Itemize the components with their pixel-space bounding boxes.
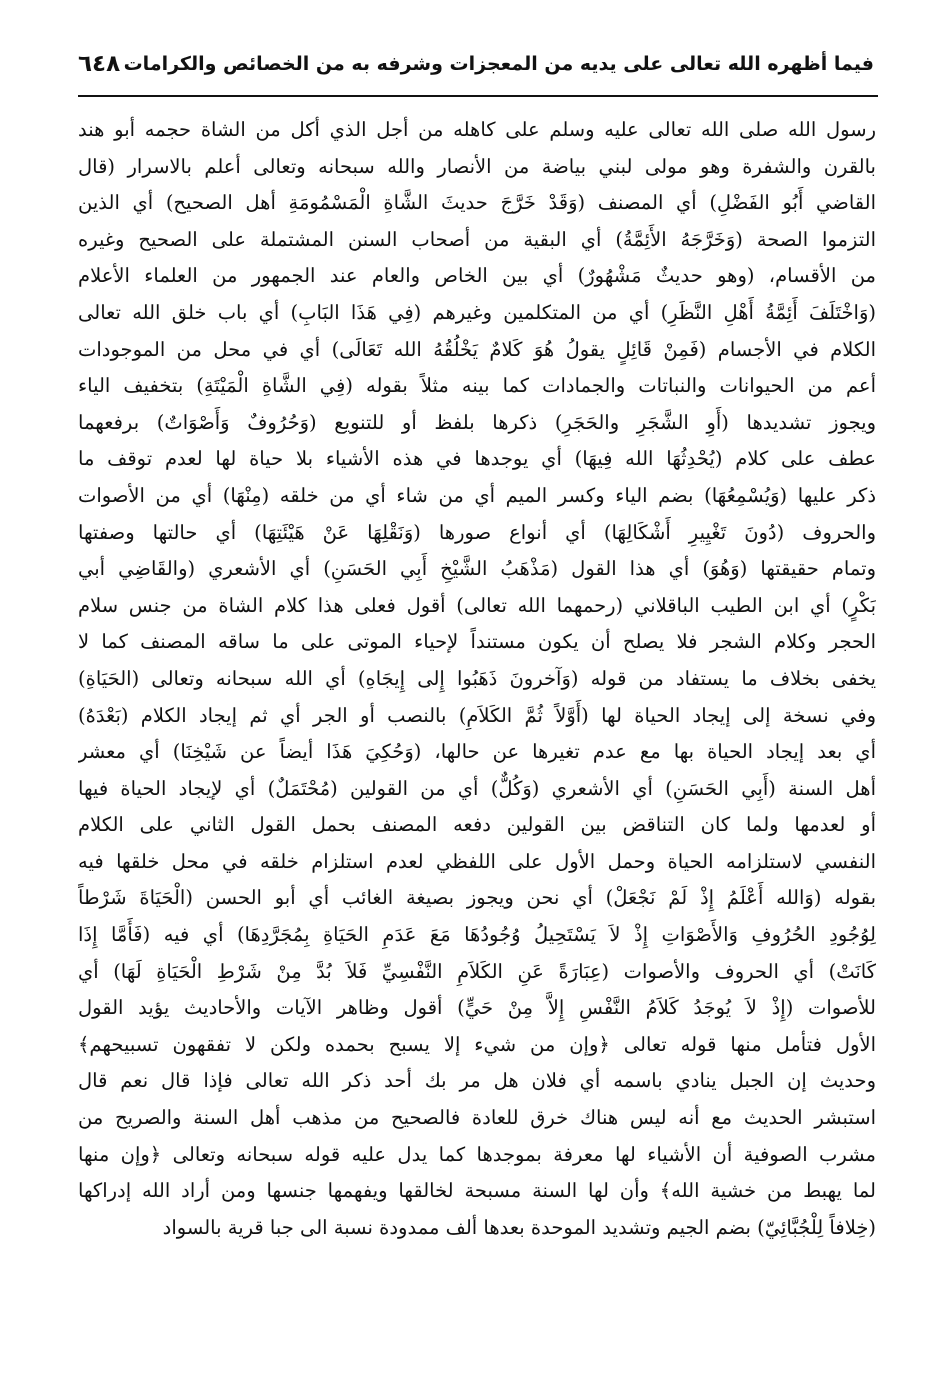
text-line: بَكْرٍ) أي ابن الطيب الباقلاني (رحمهما الله تعالى) أقول فعلى هذا كلام الشاة من جنس سلام: [78, 593, 876, 617]
text-line: مشرب الصوفية أن الأشياء لها معرفة بموجدها كما يدل عليه قوله سبحانه وتعالى ﴿وإن منها: [78, 1142, 876, 1166]
running-title: فيما أظهره الله تعالى على يديه من المعجزات وشرفه به من الخصائص والكرامات: [123, 53, 874, 75]
text-line: لما يهبط من خشية الله﴾ وأن لها السنة مسبحة لخالقها ويفهمها جنسها ومن أراد الله إدراكها: [78, 1179, 876, 1203]
text-line: ويجوز تشديدها (أَوِ الشَّجَرِ والحَجَرِ) ذكرها بلفظ أو للتنويع (وَحُرُوفٌ وَأَصْوَاتٌ) برفعهما: [78, 410, 876, 434]
text-line: (خِلافاً لِلْجُبَّائِيّ) بضم الجيم وتشديد الموحدة بعدها ألف ممدودة نسبة الى جبا قرية بالسواد: [162, 1215, 876, 1239]
text-line: وتمام حقيقتها (وَهُوَ) أي هذا القول (مَذْهَبُ الشَّيْخِ أَبِي الحَسَنِ) أي الأشعري (والقَاضِي أبي: [78, 557, 876, 581]
text-line: استبشر الحديث مع أنه ليس هناك خرق للعادة فالصحيح من مذهب أهل السنة والصريح من: [78, 1106, 876, 1130]
text-line: أعم من الحيوانات والنباتات والجمادات كما بينه مثلاً بقوله (فِي الشَّاةِ الْمَيْتَةِ) بتخفيف الياء: [78, 374, 876, 398]
text-line: الكلام في الأجسام (فَمِنْ قَائِلٍ يقولُ هُوَ كَلامٌ يَخْلُقُهُ الله تَعَالَى) أي في محل من الموجودات: [78, 337, 876, 361]
page-header: [78, 44, 874, 84]
text-line: الحجر وكلام الشجر فلا يصلح أن يكون مستنداً لإحياء الموتى على ما ساقه المصنف كما لا: [78, 630, 876, 654]
text-line: أي بعد إيجاد الحياة بها مع عدم تغيرها عن حالها، (وَحُكِيَ هَذَا أيضاً عن شَيْخِنَا) أي معشر: [78, 740, 876, 764]
text-line: القاضي أَبُو الفَضْلِ) أي المصنف (وَقَدْ خَرَّجَ حديثَ الشَّاةِ الْمَسْمُومَةِ أهل الصحيح) أي الذين: [78, 191, 876, 215]
text-line: من الأقسام، (وهو حديثٌ مَشْهُورٌ) أي بين الخاص والعام عند الجمهور من العلماء الأعلام: [78, 264, 876, 288]
text-line: التزموا الصحة (وَخَرَّجَهُ الأَئِمَّةُ) أي البقية من أصحاب السنن المشتملة على الصحيح وغيره: [78, 227, 876, 251]
text-line: كَانَتْ) أي الحروف والأصوات (عِبَارَةً عَنِ الكَلاَمِ النَّفْسِيِّ فَلاَ بُدَّ مِنْ شَرْطِ الْحَيَاةِ لَهَا) أي: [78, 959, 876, 983]
text-line: للأصوات (إِذْ لاَ يُوجَدُ كَلاَمُ النَّفْسِ إِلاَّ مِنْ حَيٍّ) أقول وظاهر الآيات والأحاديث يؤيد القول: [78, 996, 876, 1020]
text-line: لِوُجُودِ الحُرُوفِ وَالأَصْوَاتِ إِذْ لاَ يَسْتَحِيلُ وُجُودُهَا مَعَ عَدَمِ الحَيَاةِ بِمُجَرَّدِهَا) أي فيه (فَأَمَّا إِذَا: [78, 923, 876, 947]
text-line: النفسي لاستلزامه الحياة وحمل الأول على اللفظي لعدم استلزام خلقه في محل خلقها فيه: [78, 849, 876, 873]
text-line: أهل السنة (أَبِي الحَسَنِ) أي الأشعري (وَكُلٌّ) أي من القولين (مُحْتَمَلٌ) أي لإيجاد الحياة فيها: [78, 776, 876, 800]
text-line: أو لعدمها ولما كان التناقض بين القولين دفعه المصنف بحمل القول الثاني على الكلام: [78, 813, 876, 837]
text-line: عطف على كلام (يُحْدِثُهَا الله فِيهَا) أي يوجدها في هذه الأشياء بلا حياة لها لعدم توقف ما: [78, 447, 876, 471]
text-line: (وَاخْتَلَفَ أَئِمَّةُ أَهْلِ النَّظَرِ) أي من المتكلمين وغيرهم (فِي هَذَا البَابِ) أي باب خلق الله تعالى: [78, 300, 876, 324]
text-line: وحديث إن الجبل ينادي باسمه أي فلان هل مر بك أحد ذكر الله تعالى فإذا قال نعم قال: [78, 1069, 876, 1093]
text-line: والحروف (دُونَ تَغْيِيرِ أَشْكَالِهَا) أي أنواع صورها (وَنَقْلِهَا عَنْ هَيْئَتِهَا) أي حالتها وصفتها: [78, 520, 876, 544]
text-line: وفي نسخة إلى إيجاد الحياة لها (أَوَّلاً ثُمَّ الكَلاَمِ) بالنصب أو الجر أي ثم إيجاد الكلام (بَعْدَهُ): [78, 703, 876, 727]
page-number: ٦٤٨: [78, 51, 121, 77]
text-line: ذكر عليها (وَيُسْمِعُهَا) بضم الياء وكسر الميم أي من شاء أي من خلقه (مِنْهَا) أي من الأصوات: [78, 483, 876, 507]
text-line: الأول فتأمل منها قوله تعالى ﴿وإن من شيء إلا يسبح بحمده ولكن لا تفقهون تسبيحهم﴾: [78, 1032, 876, 1056]
header-rule: [78, 95, 878, 97]
text-line: يخفى بخلاف ما يستفاد من قوله (وَآخرونَ ذَهَبُوا إِلى إِيجَاهِ) أي الله سبحانه وتعالى (الحَيَاةِ): [78, 666, 876, 690]
text-line: بالقرن والشفرة وهو مولى لبني بياضة من الأنصار والله سبحانه وتعالى أعلم بالاسرار (قال: [78, 154, 876, 178]
text-line: رسول الله صلى الله تعالى عليه وسلم على كاهله من أجل الذي أكل من الشاة حجمه أبو هند: [78, 118, 876, 141]
text-line: بقوله (وَالله أَعْلَمُ إِذْ لَمْ نَجْعَلْ) أي نحن ويجوز بصيغة الغائب أي أبو الحسن (الْحَيَاةَ شَرْطاً: [78, 886, 876, 910]
body-text: [78, 112, 876, 1246]
